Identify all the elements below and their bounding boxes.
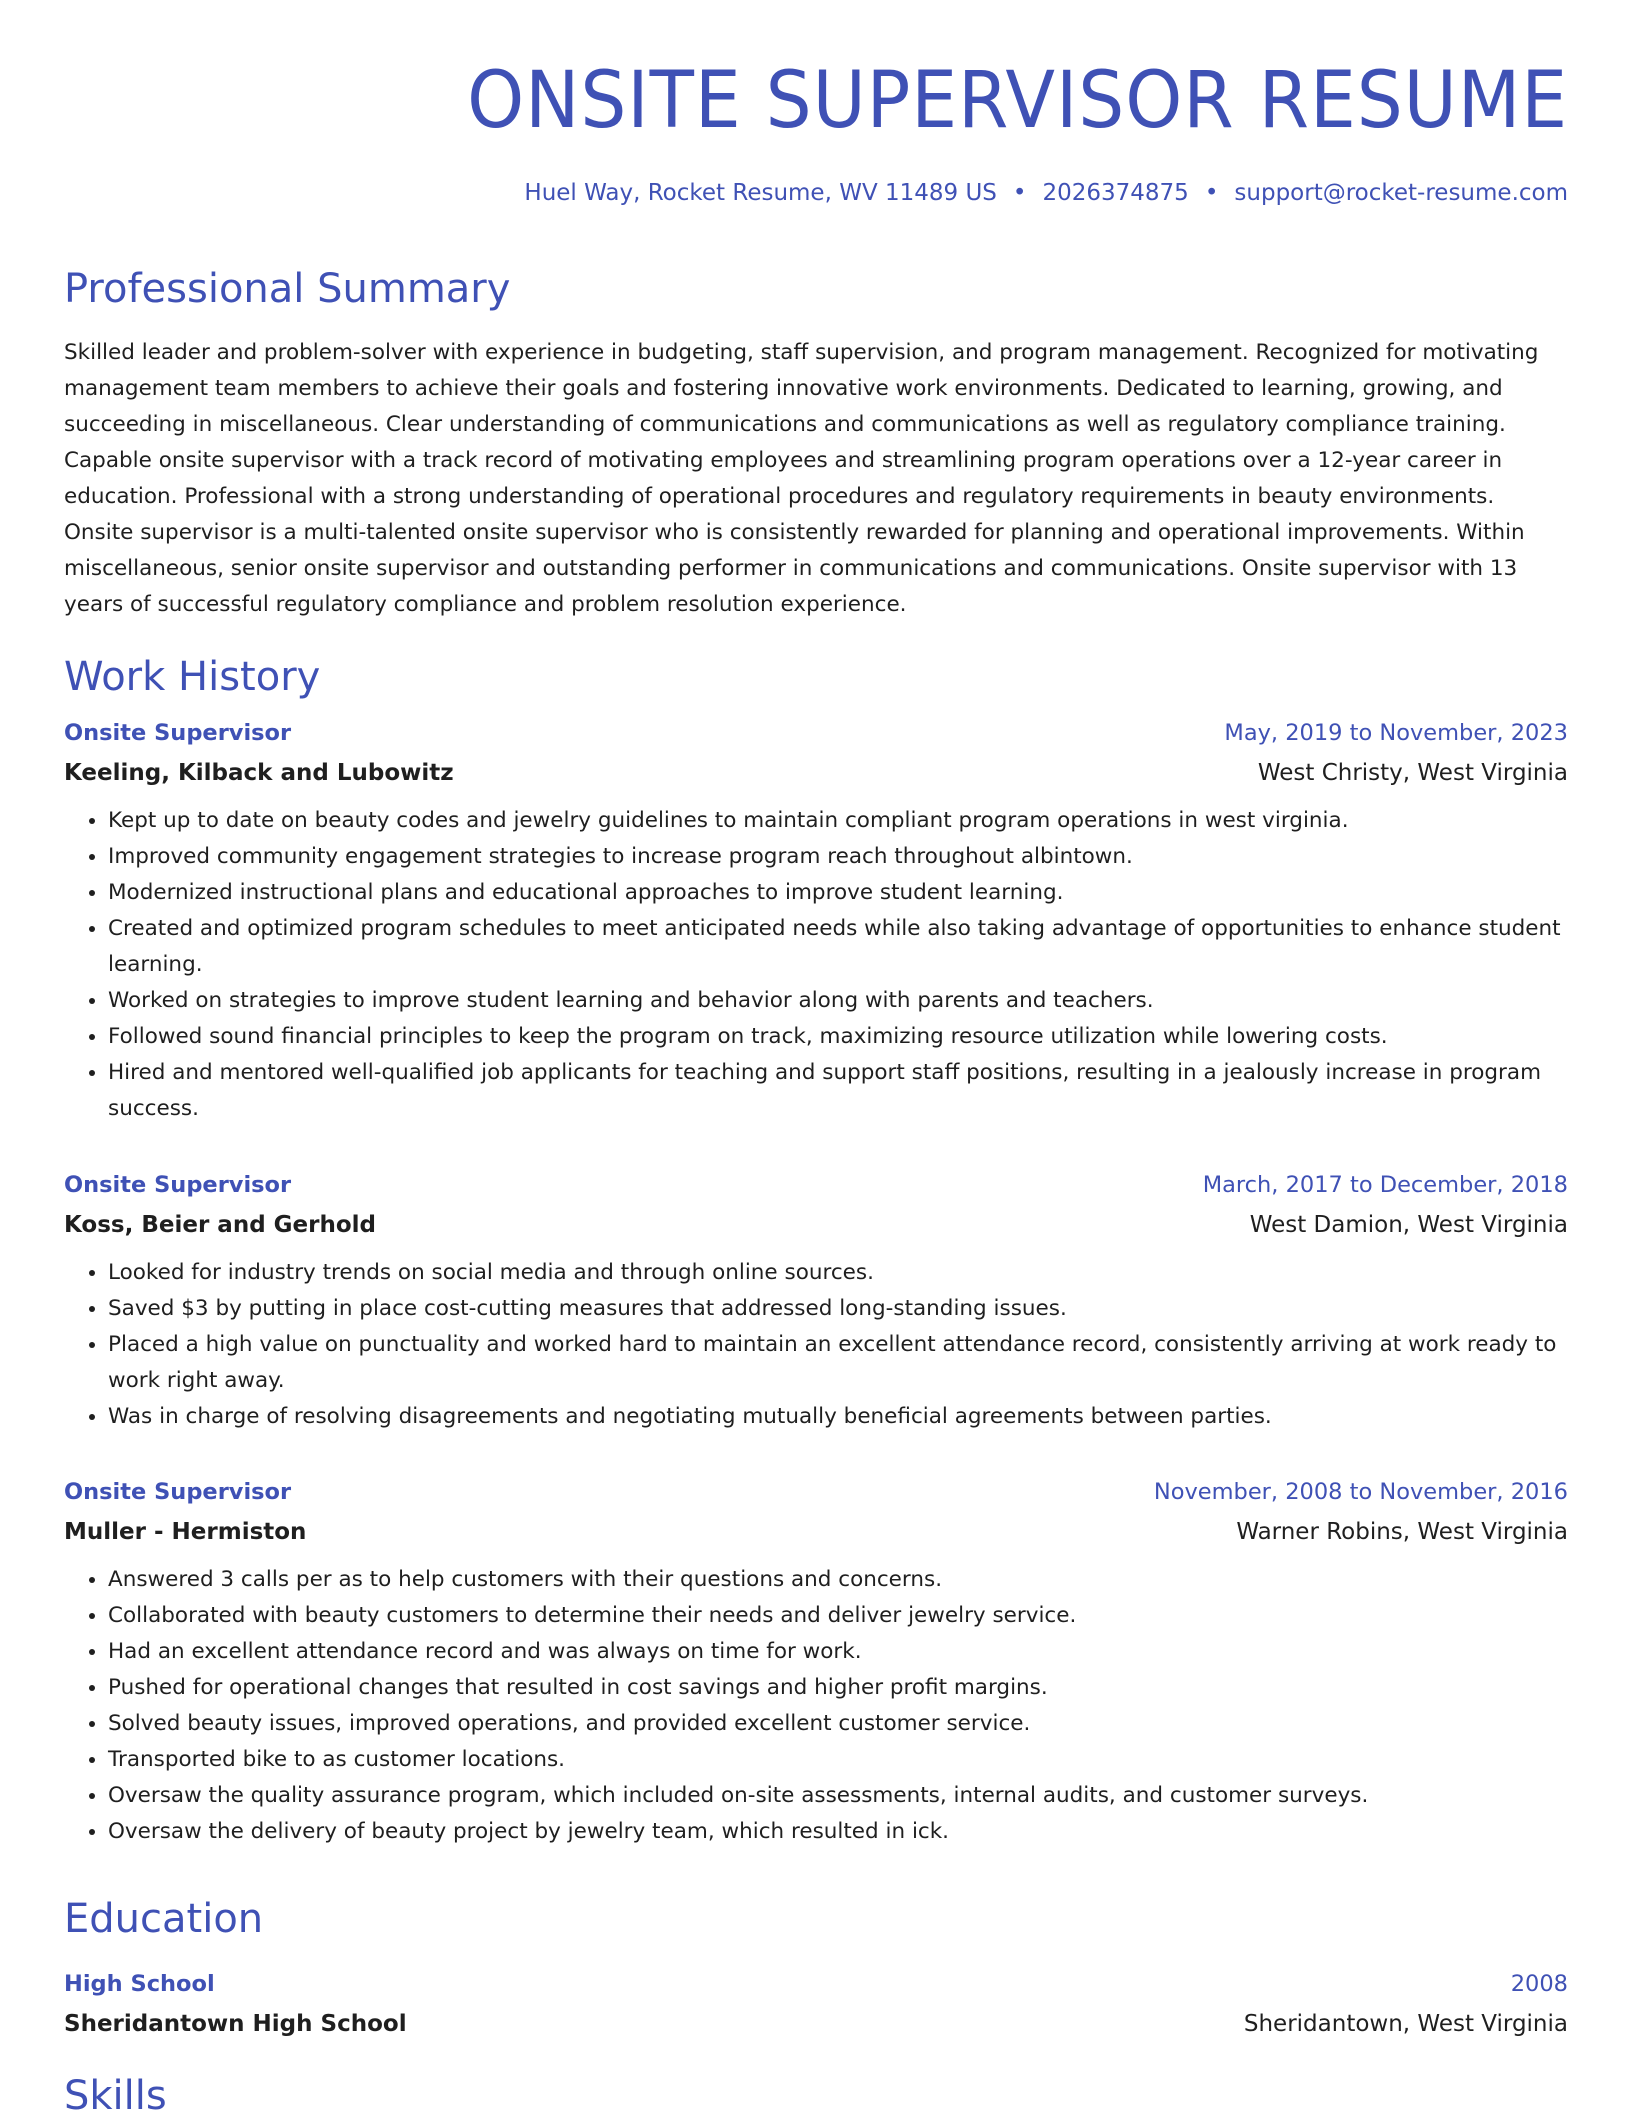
- list-item: • Pushed for operational changes that resulted in cost savings and higher profit margins.: [108, 1670, 1568, 1706]
- list-item: • Had an excellent attendance record and was always on time for work.: [108, 1634, 1568, 1670]
- education-school: Sheridantown High School: [64, 2011, 407, 2037]
- list-item: • Worked on strategies to improve student learning and behavior along with parents and teachers.: [108, 983, 1568, 1019]
- job-location: West Christy, West Virginia: [1257, 760, 1568, 786]
- list-item: • Solved beauty issues, improved operations, and provided excellent customer service.: [108, 1706, 1568, 1742]
- job-company: Keeling, Kilback and Lubowitz: [64, 760, 454, 786]
- contact-email[interactable]: support@rocket-resume.com: [1234, 180, 1568, 206]
- job-role: Onsite Supervisor: [64, 1479, 292, 1505]
- job-entry: [64, 713, 1568, 1127]
- job-role: Onsite Supervisor: [64, 720, 292, 746]
- education-degree: High School: [64, 1971, 215, 1997]
- contact-separator: •: [1204, 180, 1219, 206]
- section-title-summary: Professional Summary: [64, 266, 511, 312]
- list-item: • Saved $3 by putting in place cost-cutting measures that addressed long-standing issues.: [108, 1291, 1568, 1327]
- list-item: • Collaborated with beauty customers to determine their needs and deliver jewelry service.: [108, 1598, 1568, 1634]
- list-item: • Modernized instructional plans and educational approaches to improve student learning.: [108, 875, 1568, 911]
- education-year: 2008: [1510, 1971, 1568, 1997]
- section-title-work-history: Work History: [64, 654, 321, 700]
- contact-phone: 2026374875: [1042, 180, 1189, 206]
- list-item: • Was in charge of resolving disagreements and negotiating mutually beneficial agreements between parties.: [108, 1399, 1568, 1435]
- list-item: • Placed a high value on punctuality and worked hard to maintain an excellent attendance record, consistently arriving at work ready to work right away.: [108, 1327, 1568, 1399]
- section-title-skills: Skills: [64, 2073, 167, 2119]
- job-entry: [64, 1472, 1568, 1850]
- list-item: • Followed sound financial principles to keep the program on track, maximizing resource utilization while lowering costs.: [108, 1019, 1568, 1055]
- education-location: Sheridantown, West Virginia: [1243, 2011, 1568, 2037]
- list-item: • Improved community engagement strategies to increase program reach throughout albintown.: [108, 839, 1568, 875]
- job-company: Muller - Hermiston: [64, 1519, 307, 1545]
- summary-text: Skilled leader and problem-solver with experience in budgeting, staff supervision, and program management. Recognized for motivating management team members to achieve their goals and fostering innovative work environments. Dedicated to learning, growing, and succeeding in miscellaneous. Clear understanding of communications and communications as well as regulatory compliance training. Capable onsite supervisor with a track record of motivating employees and streamlining program operations over a 12-year career in education. Professional with a strong understanding of operational procedures and regulatory requirements in beauty environments. Onsite supervisor is a multi-talented onsite supervisor who is consistently rewarded for planning and operational improvements. Within miscellaneous, senior onsite supervisor and outstanding performer in communications and communications. Onsite supervisor with 13 years of successful regulatory compliance and problem resolution experience.: [64, 340, 1539, 617]
- job-bullets: [64, 1255, 1568, 1435]
- list-item: • Oversaw the delivery of beauty project by jewelry team, which resulted in ick.: [108, 1814, 1568, 1850]
- list-item: • Looked for industry trends on social media and through online sources.: [108, 1255, 1568, 1291]
- education-entry: [64, 1964, 1568, 2044]
- job-dates: November, 2008 to November, 2016: [1153, 1479, 1568, 1505]
- contact-address: Huel Way, Rocket Resume, WV 11489 US: [524, 180, 997, 206]
- resume-title: ONSITE SUPERVISOR RESUME: [467, 56, 1568, 146]
- list-item: • Created and optimized program schedules to meet anticipated needs while also taking advantage of opportunities to enhance student learning.: [108, 911, 1568, 983]
- section-title-education: Education: [64, 1896, 264, 1942]
- list-item: • Hired and mentored well-qualified job applicants for teaching and support staff positions, resulting in a jealously increase in program success.: [108, 1055, 1568, 1127]
- contact-line: [64, 180, 1568, 206]
- job-bullets: [64, 1562, 1568, 1850]
- job-dates: May, 2019 to November, 2023: [1224, 720, 1568, 746]
- job-entry: [64, 1165, 1568, 1435]
- resume-page: [64, 0, 1568, 2119]
- job-location: West Damion, West Virginia: [1249, 1212, 1568, 1238]
- job-dates: March, 2017 to December, 2018: [1202, 1172, 1568, 1198]
- job-role: Onsite Supervisor: [64, 1172, 292, 1198]
- job-company: Koss, Beier and Gerhold: [64, 1212, 377, 1238]
- list-item: • Transported bike to as customer locations.: [108, 1742, 1568, 1778]
- contact-separator: •: [1012, 180, 1027, 206]
- list-item: • Oversaw the quality assurance program, which included on-site assessments, internal audits, and customer surveys.: [108, 1778, 1568, 1814]
- resume-header: [64, 0, 1568, 206]
- list-item: • Answered 3 calls per as to help customers with their questions and concerns.: [108, 1562, 1568, 1598]
- job-bullets: [64, 803, 1568, 1127]
- list-item: • Kept up to date on beauty codes and jewelry guidelines to maintain compliant program operations in west virginia.: [108, 803, 1568, 839]
- job-location: Warner Robins, West Virginia: [1236, 1519, 1568, 1545]
